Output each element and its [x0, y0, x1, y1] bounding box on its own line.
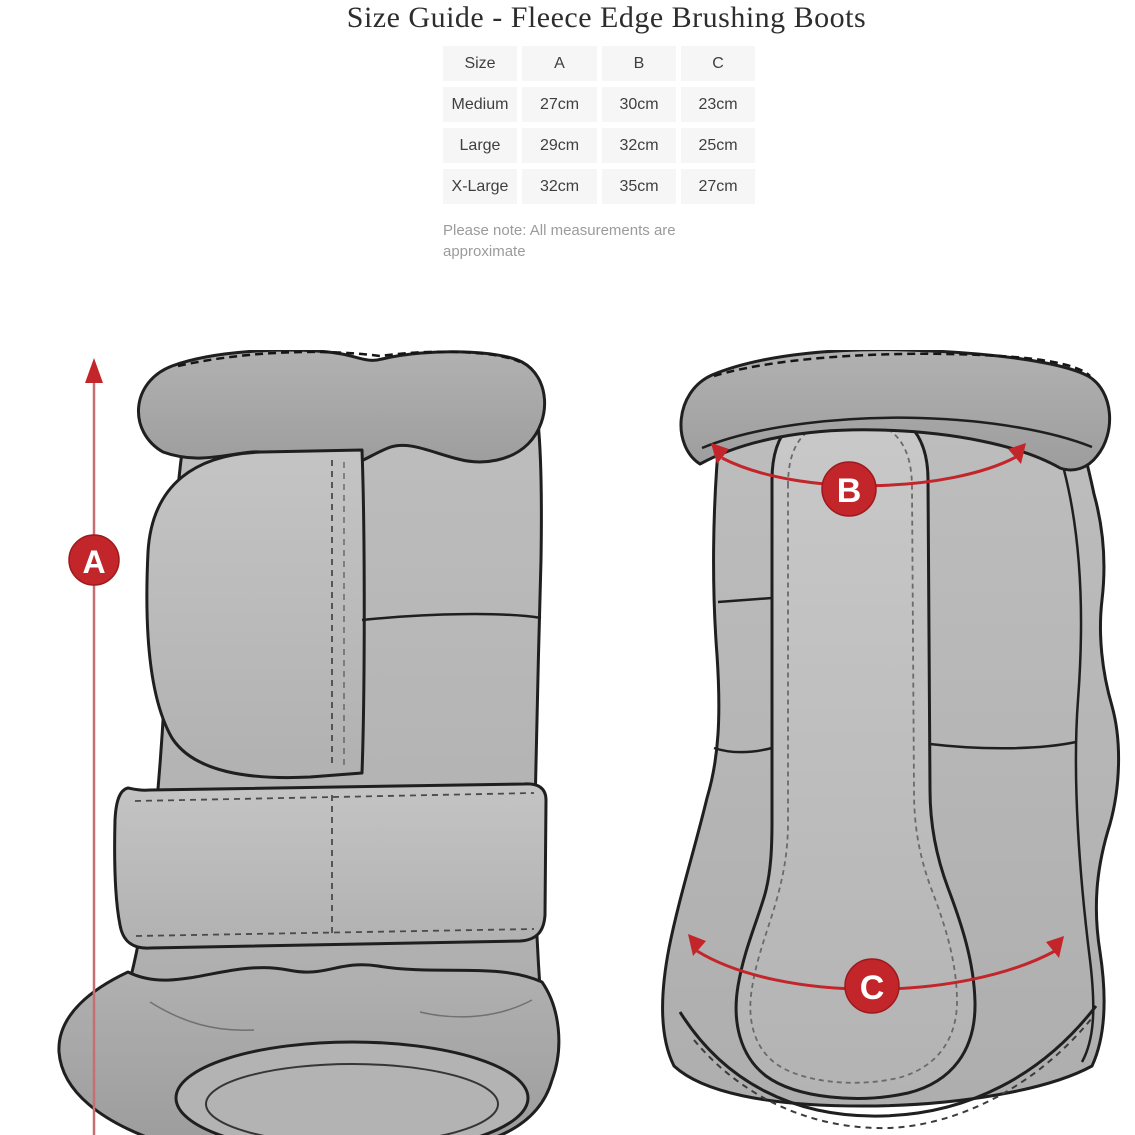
left-boot-front-view [59, 350, 559, 1135]
right-boot-back-view [663, 350, 1119, 1128]
left-boot-lower-strap [115, 784, 546, 948]
measure-b-label: B [836, 472, 862, 510]
row-xlarge-a: 32cm [522, 169, 597, 204]
row-large-b: 32cm [602, 128, 676, 163]
measure-c-label: C [859, 969, 885, 1007]
measure-a-arrowhead-up [85, 358, 103, 383]
row-medium-size: Medium [443, 87, 517, 122]
row-xlarge-b: 35cm [602, 169, 676, 204]
row-xlarge-size: X-Large [443, 169, 517, 204]
row-large-size: Large [443, 128, 517, 163]
row-medium-a: 27cm [522, 87, 597, 122]
row-large-a: 29cm [522, 128, 597, 163]
boots-measurement-diagram [0, 350, 1135, 1135]
measure-a-label: A [82, 544, 106, 580]
size-table [443, 46, 755, 204]
row-medium-b: 30cm [602, 87, 676, 122]
col-header-a: A [522, 46, 597, 81]
col-header-size: Size [443, 46, 517, 81]
row-large-c: 25cm [681, 128, 755, 163]
measurements-note: Please note: All measurements are approximate [443, 222, 676, 260]
col-header-c: C [681, 46, 755, 81]
col-header-b: B [602, 46, 676, 81]
row-xlarge-c: 27cm [681, 169, 755, 204]
row-medium-c: 23cm [681, 87, 755, 122]
page-title: Size Guide - Fleece Edge Brushing Boots [346, 1, 867, 34]
